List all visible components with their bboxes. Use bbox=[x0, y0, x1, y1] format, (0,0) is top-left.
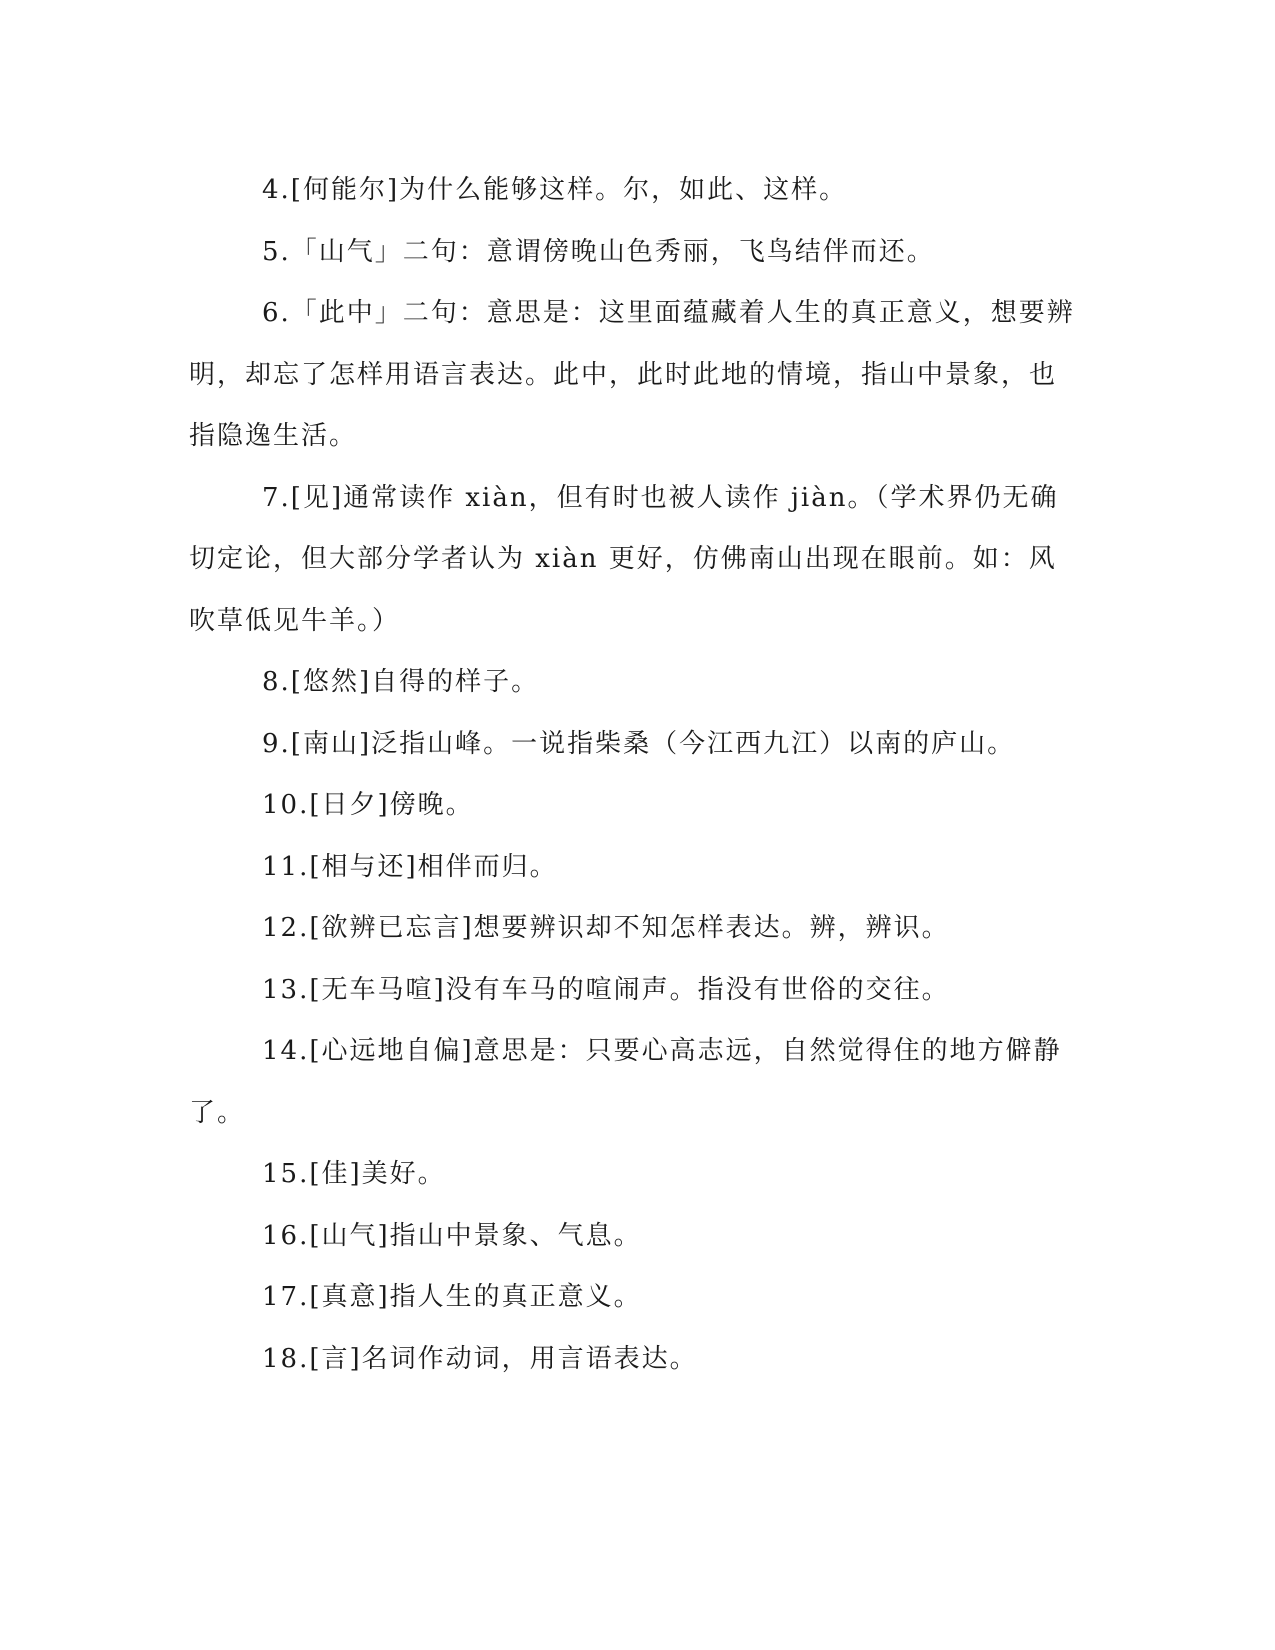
annotation-item: 18.[言]名词作动词，用言语表达。 bbox=[262, 1343, 698, 1374]
annotation-item: 15.[佳]美好。 bbox=[262, 1159, 446, 1189]
annotation-item: 17.[真意]指人生的真正意义。 bbox=[262, 1282, 642, 1312]
annotation-item: 16.[山气]指山中景象、气息。 bbox=[262, 1220, 642, 1251]
annotation-item: 9.[南山]泛指山峰。一说指柴桑（今江西九江）以南的庐山。 bbox=[262, 728, 1016, 759]
annotation-item: 10.[日夕]傍晚。 bbox=[262, 790, 474, 820]
annotation-item: 5.「山气」二句：意谓傍晚山色秀丽，飞鸟结伴而还。 bbox=[262, 236, 935, 267]
annotation-item: 8.[悠然]自得的样子。 bbox=[262, 667, 540, 697]
annotation-item: 12.[欲辨已忘言]想要辨识却不知怎样表达。辨，辨识。 bbox=[262, 913, 950, 943]
annotation-item: 13.[无车马喧]没有车马的喧闹声。指没有世俗的交往。 bbox=[262, 974, 950, 1005]
annotation-list bbox=[189, 160, 1079, 1390]
annotation-item: 4.[何能尔]为什么能够这样。尔，如此、这样。 bbox=[262, 175, 848, 205]
annotation-item: 6.「此中」二句：意思是：这里面蕴藏着人生的真正意义，想要辨明，却忘了怎样用语言表达。此中，此时此地的情境，指山中景象，也指隐逸生活。 bbox=[189, 298, 1075, 451]
annotation-item: 14.[心远地自偏]意思是：只要心高志远，自然觉得住的地方僻静了。 bbox=[189, 1036, 1062, 1128]
annotation-item: 11.[相与还]相伴而归。 bbox=[262, 851, 558, 882]
annotation-item: 7.[见]通常读作 xiàn，但有时也被人读作 jiàn。（学术界仍无确切定论，但大部分学者认为 xiàn 更好，仿佛南山出现在眼前。如：风吹草低见牛羊。） bbox=[189, 482, 1059, 636]
